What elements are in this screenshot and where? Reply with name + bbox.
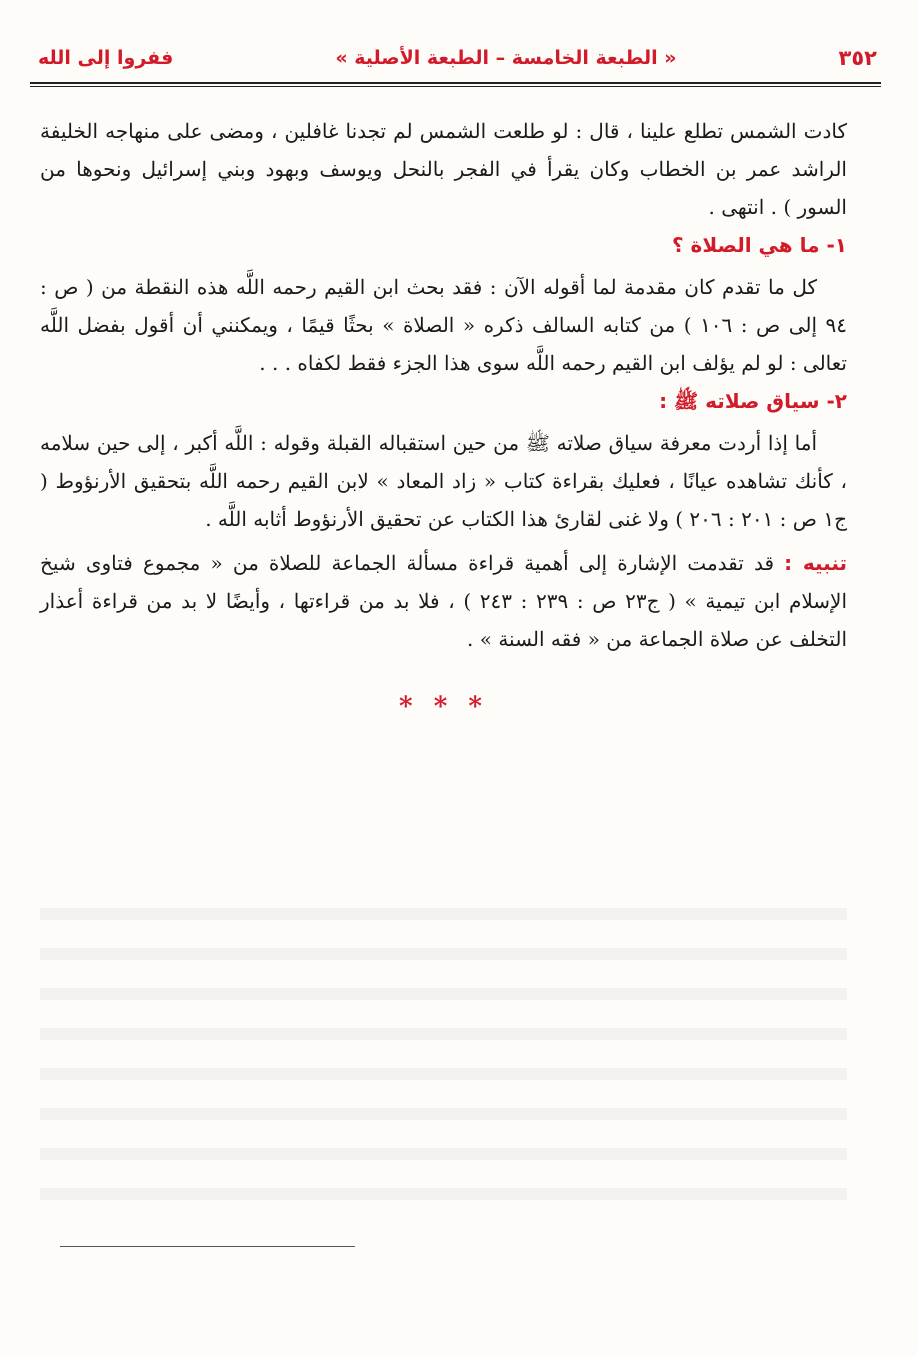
- footnote-rule: [60, 1246, 355, 1247]
- page-header: [38, 38, 877, 78]
- section-heading-2: ٢- سياق صلاته ﷺ :: [659, 389, 847, 413]
- header-rule-thin: [30, 86, 881, 87]
- bleed-through-background: [40, 880, 847, 1210]
- section-heading-1: ١- ما هي الصلاة ؟: [671, 233, 847, 257]
- page-body: [40, 112, 847, 726]
- header-rule: [30, 82, 881, 84]
- section-separator: * * *: [399, 692, 488, 722]
- note-paragraph: [40, 544, 847, 658]
- intro-paragraph: كادت الشمس تطلع علينا ، قال : لو طلعت الشمس لم تجدنا غافلين ، ومضى على منهاجه الخليفة الراشد عمر بن الخطاب وكان يقرأ في الفجر بالنحل ويوسف وبهود وبني إسرائيل ونحوها من السور ) . انتهى .: [40, 119, 847, 219]
- page-number: ٣٥٢: [838, 46, 877, 70]
- paragraph-1: كل ما تقدم كان مقدمة لما أقوله الآن : فقد بحث ابن القيم رحمه اللَّه هذه النقطة من ( ص : ٩٤ إلى ص : ١٠٦ ) من كتابه السالف ذكره « الصلاة » بحثًا قيمًا ، ويمكنني أن أقول بفضل اللَّه تعالى : لو لم يؤلف ابن القيم رحمه اللَّه سوى هذا الجزء فقط لكفاه . . .: [40, 275, 847, 375]
- note-label: تنبيه :: [784, 551, 848, 575]
- edition-label: « الطبعة الخامسة – الطبعة الأصلية »: [335, 47, 677, 69]
- book-title: ففروا إلى الله: [38, 47, 174, 69]
- paragraph-2: أما إذا أردت معرفة سياق صلاته ﷺ من حين استقباله القبلة وقوله : اللَّه أكبر ، إلى حين سلامه ، كأنك تشاهده عيانًا ، فعليك بقراءة كتاب « زاد المعاد » لابن القيم رحمه اللَّه بتحقيق الأرنؤوط ( ج١ ص : ٢٠١ : ٢٠٦ ) ولا غنى لقارئ هذا الكتاب عن تحقيق الأرنؤوط أثابه اللَّه .: [40, 431, 847, 531]
- note-text: قد تقدمت الإشارة إلى أهمية قراءة مسألة الجماعة للصلاة من « مجموع فتاوى شيخ الإسلام ابن تيمية » ( ج٢٣ ص : ٢٣٩ : ٢٤٣ ) ، فلا بد من قراءتها ، وأيضًا لا بد من قراءة أعذار التخلف عن صلاة الجماعة من « فقه السنة » .: [40, 551, 848, 651]
